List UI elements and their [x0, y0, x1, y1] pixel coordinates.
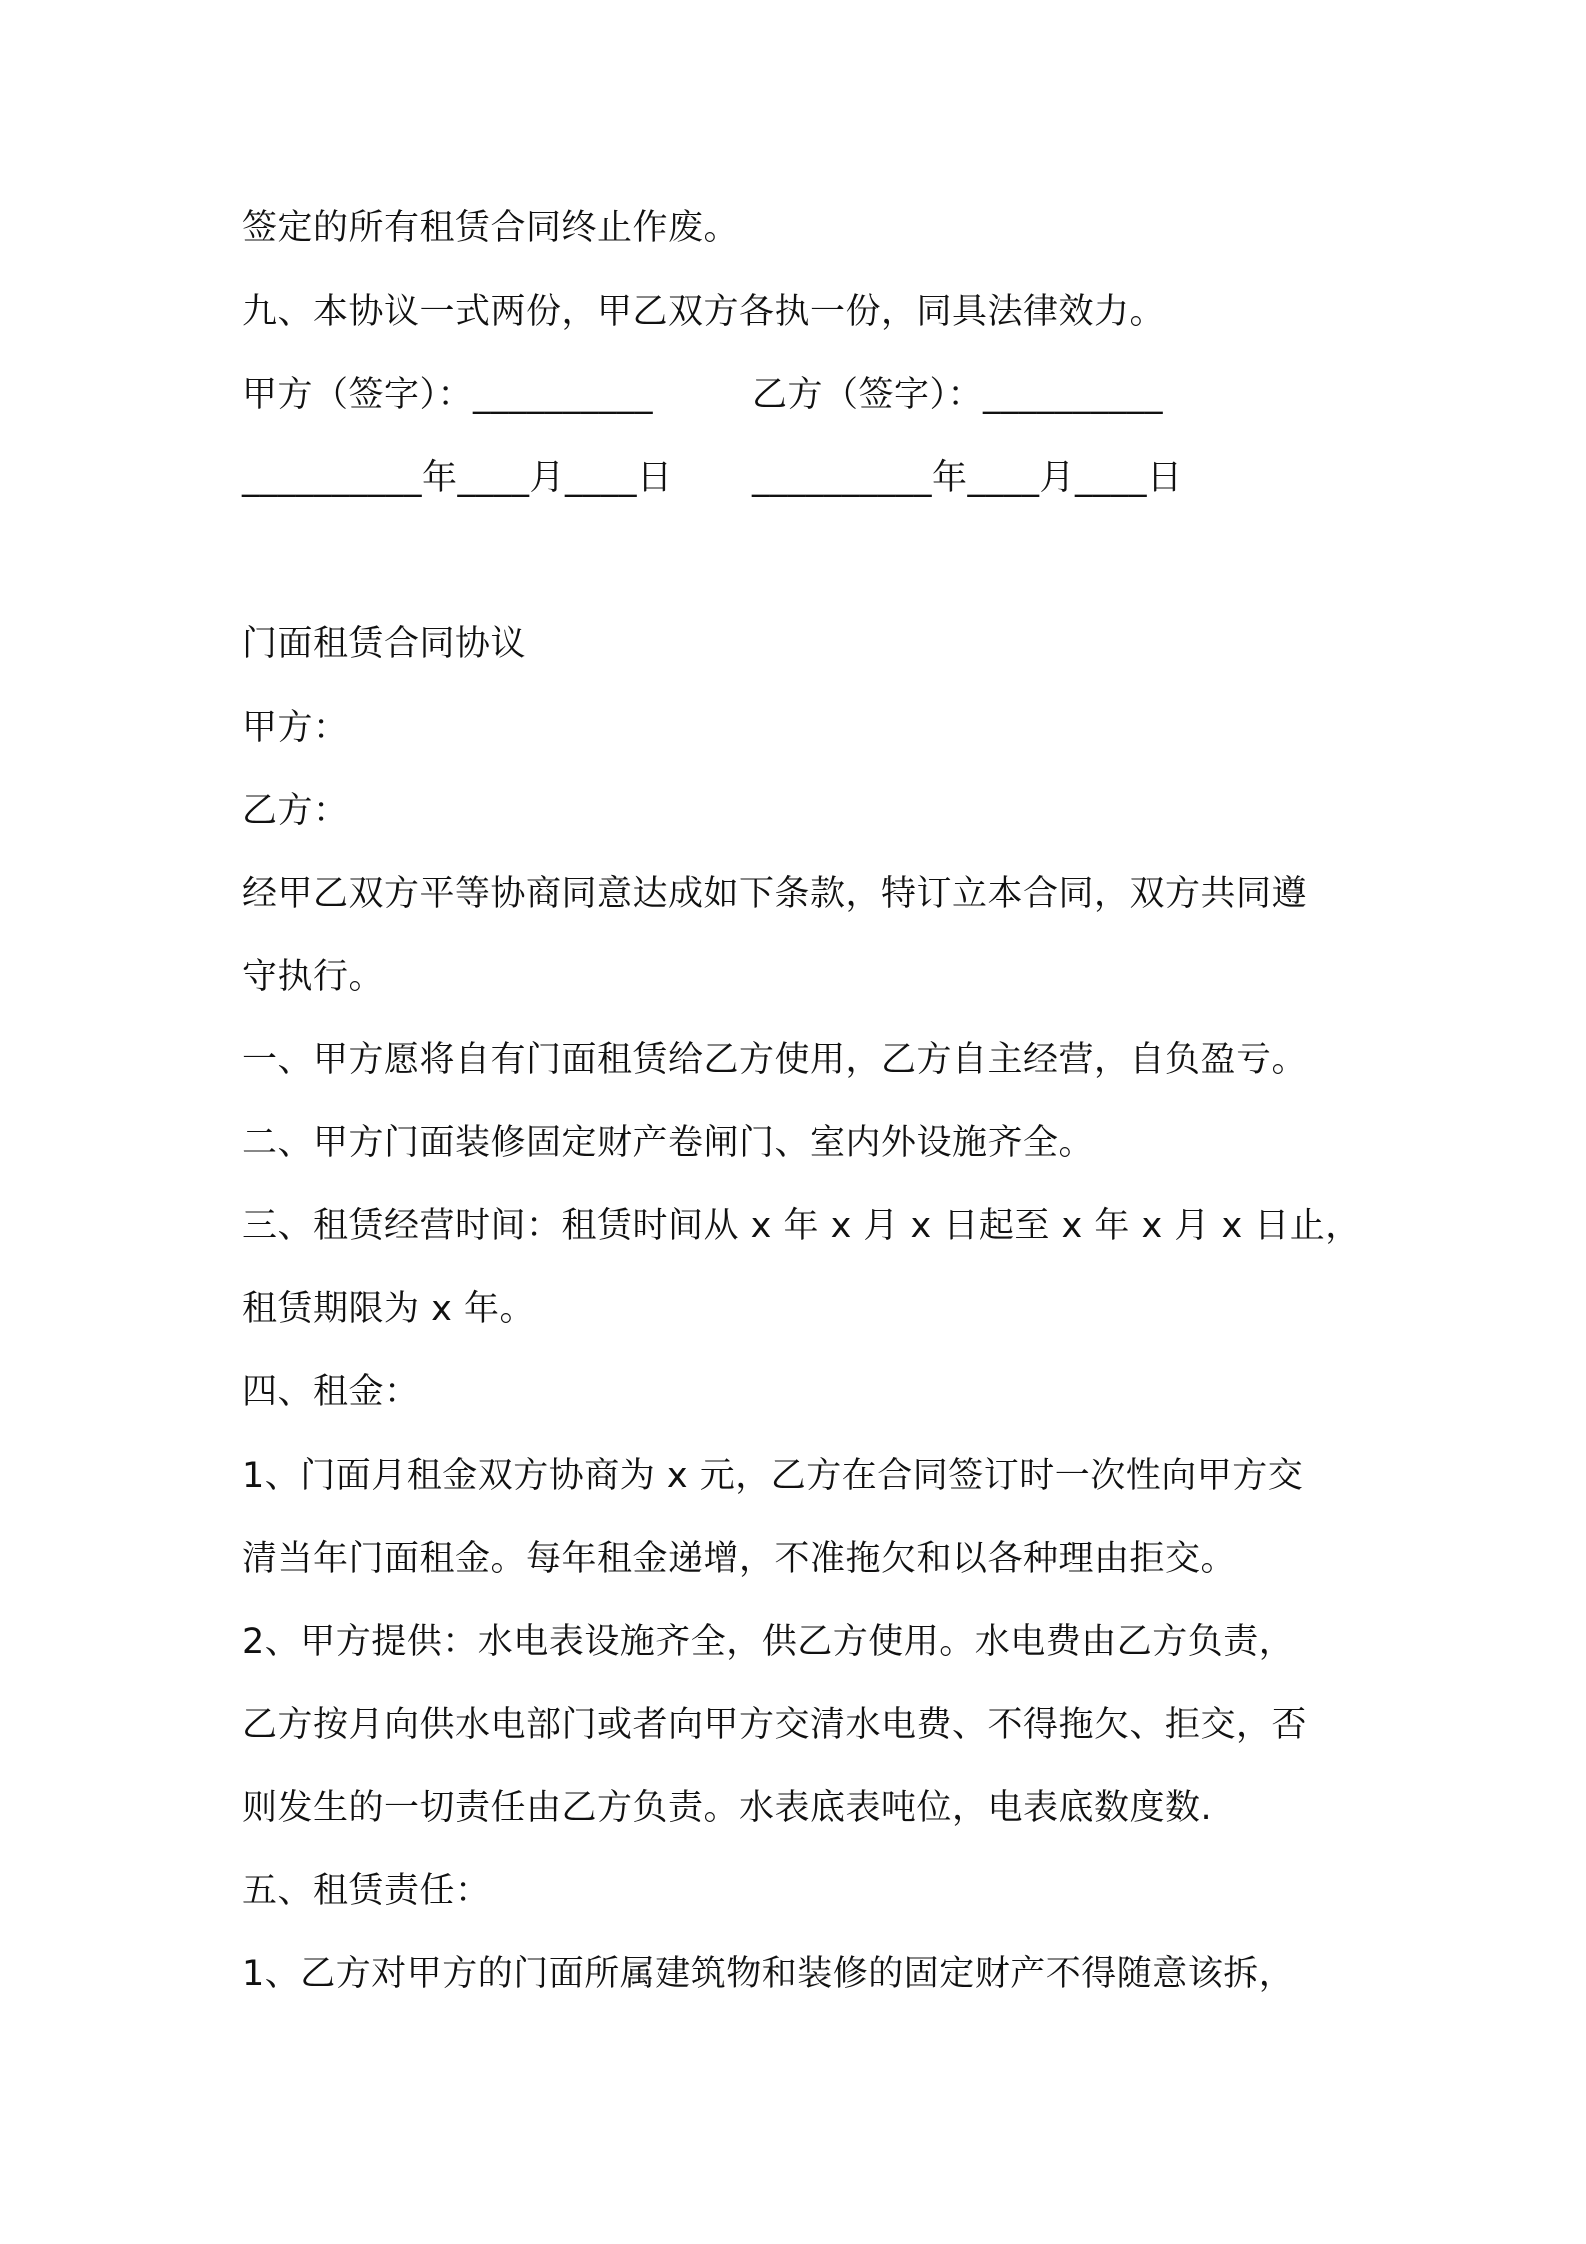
contract-line: 2、甲方提供：水电表设施齐全，供乙方使用。水电费由乙方负责， [242, 1622, 1295, 1662]
contract-line: 四、租金： [242, 1372, 420, 1412]
contract-line: 则发生的一切责任由乙方负责。水表底表吨位，电表底数度数. [242, 1788, 1213, 1828]
signature-party-a: 甲方（签字）：__________ [242, 375, 654, 415]
contract-line: 三、租赁经营时间：租赁时间从 x 年 x 月 x 日起至 x 年 x 月 x 日止， [242, 1206, 1361, 1246]
paragraph-termination: 签定的所有租赁合同终止作废。 [242, 208, 740, 248]
contract-line: 五、租赁责任： [242, 1871, 491, 1911]
signature-date-b: __________年____月____日 [752, 458, 1183, 498]
paragraph-clause-nine: 九、本协议一式两份，甲乙双方各执一份，同具法律效力。 [242, 292, 1166, 332]
contract-line: 经甲乙双方平等协商同意达成如下条款，特订立本合同，双方共同遵 [242, 874, 1308, 914]
contract-line: 1、乙方对甲方的门面所属建筑物和装修的固定财产不得随意该拆， [242, 1954, 1295, 1994]
contract-line: 清当年门面租金。每年租金递增，不准拖欠和以各种理由拒交。 [242, 1539, 1237, 1579]
signature-party-b: 乙方（签字）：__________ [752, 375, 1164, 415]
party-b-label: 乙方： [242, 791, 349, 831]
signature-date-a: __________年____月____日 [242, 458, 673, 498]
contract-line: 1、门面月租金双方协商为 x 元，乙方在合同签订时一次性向甲方交 [242, 1456, 1304, 1496]
contract-line: 乙方按月向供水电部门或者向甲方交清水电费、不得拖欠、拒交，否 [242, 1705, 1308, 1745]
contract-line: 二、甲方门面装修固定财产卷闸门、室内外设施齐全。 [242, 1123, 1095, 1163]
party-a-label: 甲方： [242, 708, 349, 748]
contract-line: 守执行。 [242, 957, 385, 997]
contract-title: 门面租赁合同协议 [242, 624, 527, 664]
contract-line: 一、甲方愿将自有门面租赁给乙方使用，乙方自主经营，自负盈亏。 [242, 1040, 1308, 1080]
contract-line: 租赁期限为 x 年。 [242, 1289, 535, 1329]
